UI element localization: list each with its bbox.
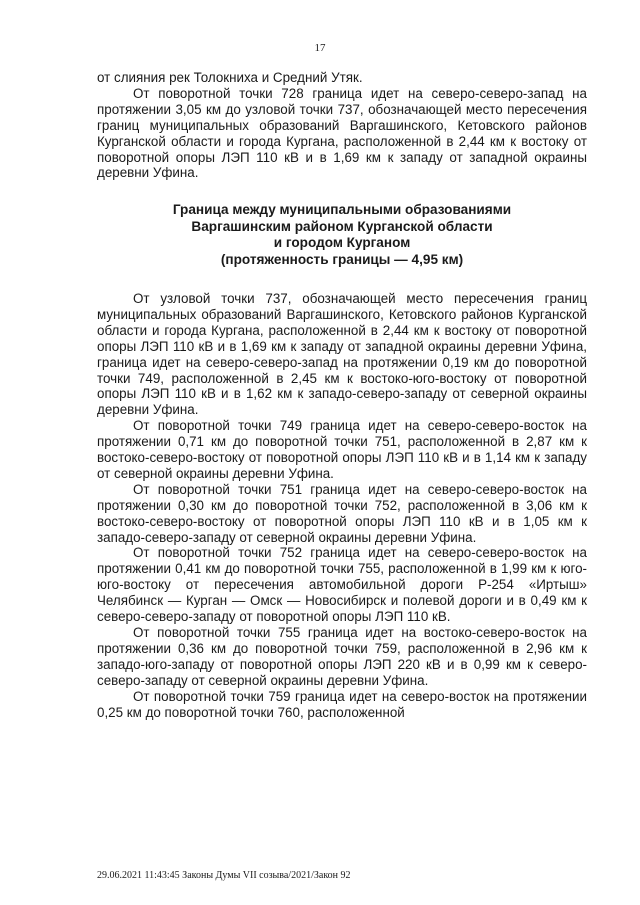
- paragraph: От поворотной точки 759 граница идет на северо-восток на протяжении 0,25 км до поворотной точки 760, расположенной: [97, 688, 587, 720]
- paragraph: От поворотной точки 751 граница идет на северо-северо-восток на протяжении 0,30 км до поворотной точки 752, расположенной в 3,06 км к востоко-северо-востоку от поворотной опоры ЛЭП 110 кВ и в 1,05 км к западо-северо-западу от северной окраины деревни Уфина.: [97, 481, 587, 545]
- document-footer: 29.06.2021 11:43:45 Законы Думы VII созыва/2021/Закон 92: [97, 870, 351, 881]
- paragraph-continuation: от слияния рек Толокниха и Средний Утяк.: [97, 70, 363, 85]
- paragraph: От поворотной точки 752 граница идет на северо-северо-восток на протяжении 0,41 км до поворотной точки 755, расположенной в 1,99 км к юго-юго-востоку от пересечения автомобильной дороги Р-254 «Иртыш» Челябинск — Курган — Омск — Новосибирск и полевой дороги и в 0,49 км к северо-северо-западу от поворотной опоры ЛЭП 110 кВ.: [97, 545, 587, 625]
- section-title: [97, 202, 587, 268]
- paragraph: От поворотной точки 728 граница идет на северо-северо-запад на протяжении 3,05 км до узловой точки 737, обозначающей место пересечения границ муниципальных образований Варгашинского, Кетовского районов Курганской области и города Кургана, расположенной в 2,44 км к востоку от поворотной опоры ЛЭП 110 кВ и в 1,69 км к западу от западной окраины деревни Уфина.: [97, 85, 587, 181]
- paragraph: От поворотной точки 749 граница идет на северо-северо-восток на протяжении 0,71 км до поворотной точки 751, расположенной в 2,87 км к востоко-северо-востоку от поворотной опоры ЛЭП 110 кВ и в 1,14 км к западу от северной окраины деревни Уфина.: [97, 418, 587, 481]
- section-title-length: (протяженность границы — 4,95 км): [220, 251, 464, 267]
- section-title-line: и городом Курганом: [273, 235, 411, 251]
- section-title-line: Варгашинским районом Курганской области: [191, 218, 493, 234]
- document-body: [97, 70, 587, 720]
- paragraph: От узловой точки 737, обозначающей место пересечения границ муниципальных образований Варгашинского, Кетовского районов Курганской области и города Кургана, расположенной в 2,44 км к востоку от поворотной опоры ЛЭП 110 кВ и в 1,69 км к западу от западной окраины деревни Уфина, граница идет на северо-северо-запад на протяжении 0,19 км до поворотной точки 749, расположенной в 2,45 км к востоко-юго-востоку от поворотной опоры ЛЭП 110 кВ и в 1,62 км к западо-северо-западу от северной окраины деревни Уфина.: [97, 290, 587, 418]
- section-title-line: Граница между муниципальными образованиями: [172, 202, 512, 218]
- paragraph: От поворотной точки 755 граница идет на востоко-северо-восток на протяжении 0,36 км до поворотной точки 759, расположенной в 2,96 км к западо-юго-западу от поворотной опоры ЛЭП 220 кВ и в 0,99 км к северо-северо-западу от северной окраины деревни Уфина.: [97, 625, 587, 688]
- page-number: 17: [314, 42, 326, 54]
